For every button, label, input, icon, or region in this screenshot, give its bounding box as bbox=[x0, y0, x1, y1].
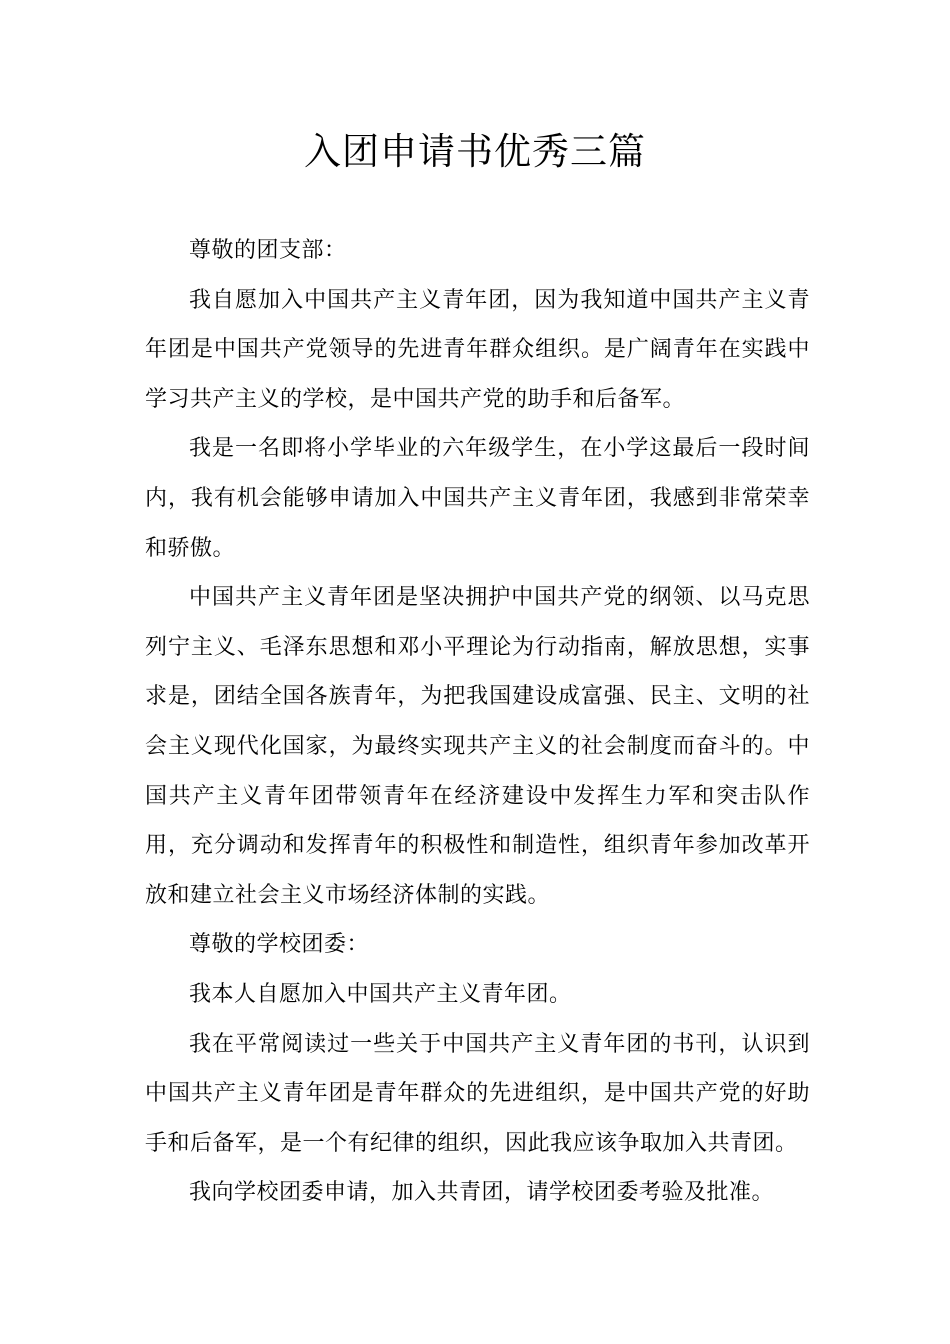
salutation-paragraph: 尊敬的学校团委： bbox=[189, 932, 370, 958]
body-paragraph: 我是一名即将小学毕业的六年级学生，在小学这最后一段时间内，我有机会能够申请加入中国共产主义青年团，我感到非常荣幸和骄傲。 bbox=[145, 436, 810, 561]
document-title: 入团申请书优秀三篇 bbox=[304, 130, 646, 173]
body-paragraph: 我本人自愿加入中国共产主义青年团。 bbox=[189, 981, 572, 1007]
document-body bbox=[145, 226, 810, 1218]
body-paragraph: 我向学校团委申请，加入共青团，请学校团委考验及批准。 bbox=[189, 1180, 775, 1206]
salutation-paragraph: 尊敬的团支部： bbox=[189, 238, 347, 263]
body-paragraph: 我在平常阅读过一些关于中国共产主义青年团的书刊，认识到中国共产主义青年团是青年群众的先进组织，是中国共产党的好助手和后备军，是一个有纪律的组织，因此我应该争取加入共青团。 bbox=[145, 1031, 810, 1156]
body-paragraph: 我自愿加入中国共产主义青年团，因为我知道中国共产主义青年团是中国共产党领导的先进青年群众组织。是广阔青年在实践中学习共产主义的学校，是中国共产党的助手和后备军。 bbox=[145, 287, 810, 412]
body-paragraph: 中国共产主义青年团是坚决拥护中国共产党的纲领、以马克思列宁主义、毛泽东思想和邓小平理论为行动指南，解放思想，实事求是，团结全国各族青年，为把我国建设成富强、民主、文明的社会主义现代化国家，为最终实现共产主义的社会制度而奋斗的。中国共产主义青年团带领青年在经济建设中发挥生力军和突击队作用，充分调动和发挥青年的积极性和制造性，组织青年参加改革开放和建立社会主义市场经济体制的实践。 bbox=[145, 585, 810, 908]
